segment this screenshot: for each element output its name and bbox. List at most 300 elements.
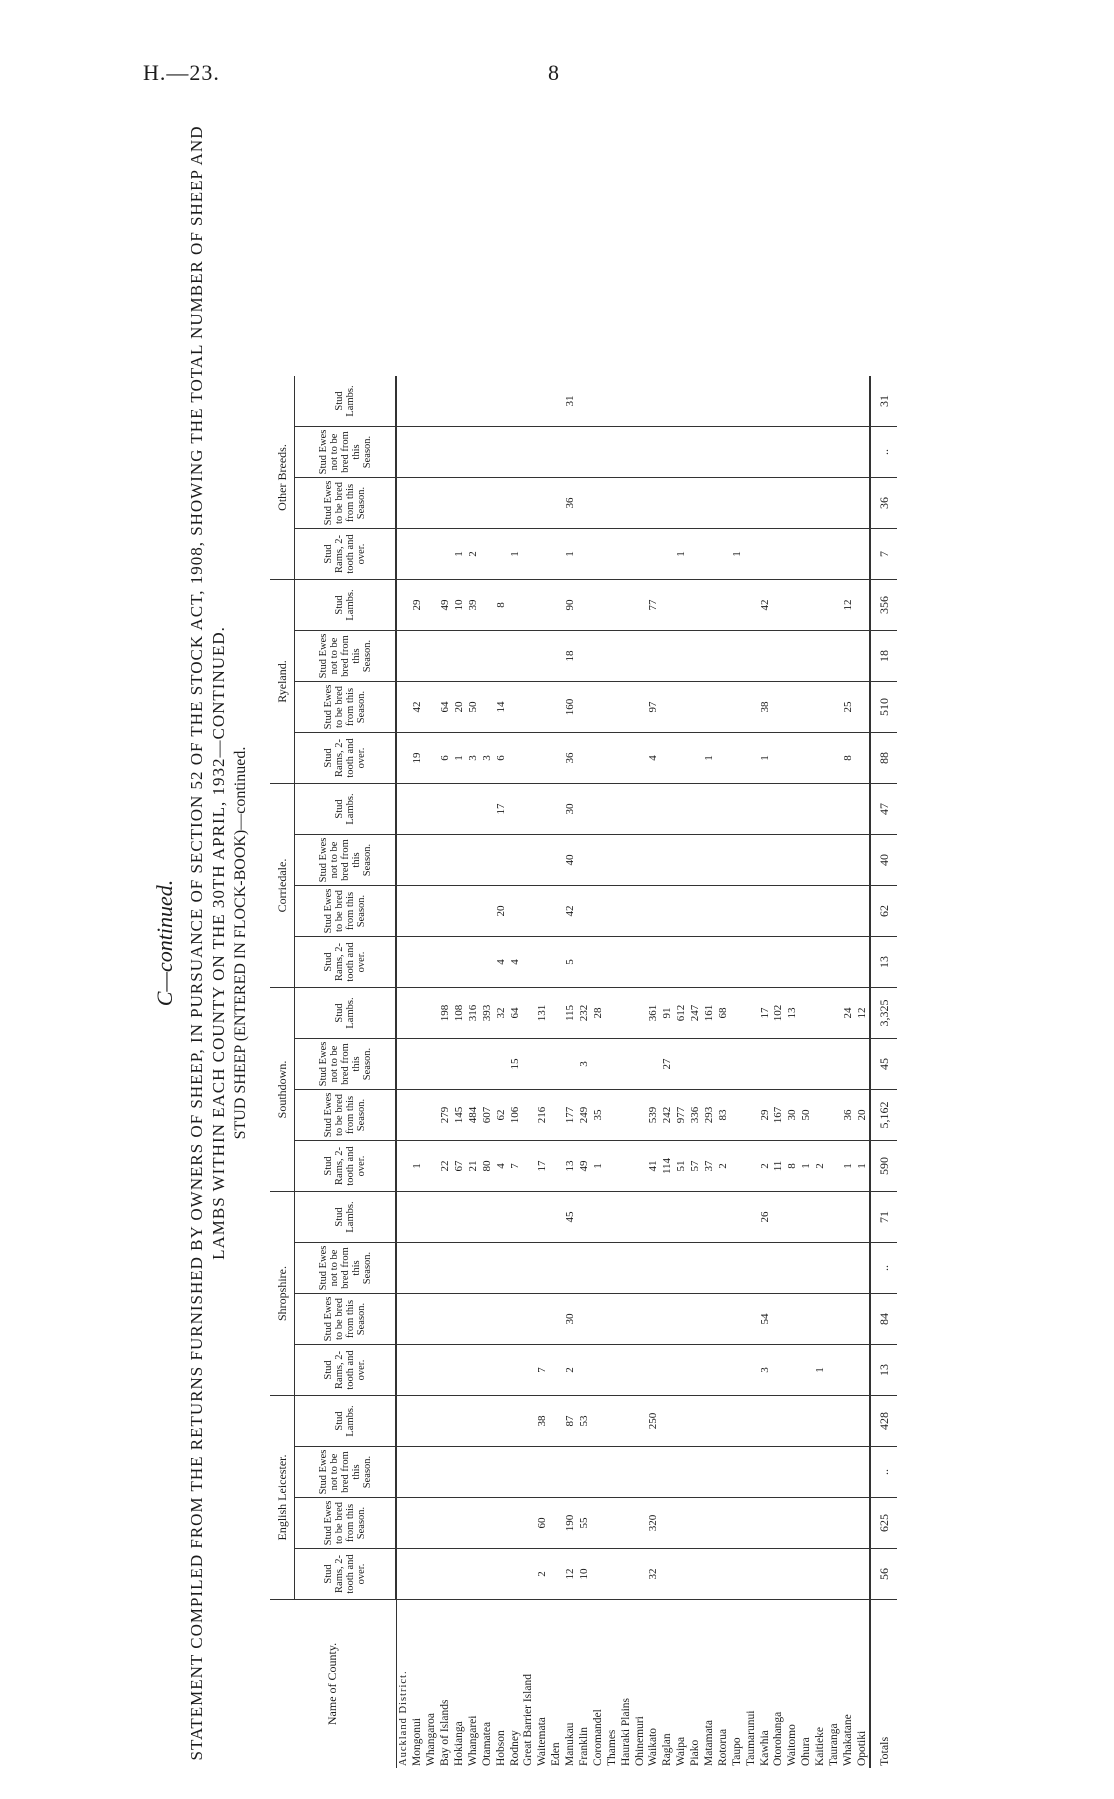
table-cell bbox=[578, 631, 592, 682]
table-cell bbox=[703, 1192, 717, 1243]
table-cell bbox=[647, 1294, 661, 1345]
table-cell: 242 bbox=[661, 1090, 675, 1141]
table-cell: 14 bbox=[494, 682, 508, 733]
table-cell: 32 bbox=[647, 1549, 661, 1600]
county-name-text: Great Barrier Island bbox=[522, 1674, 535, 1766]
table-cell bbox=[744, 937, 758, 988]
table-cell bbox=[661, 1294, 675, 1345]
county-name-text: Rodney bbox=[508, 1730, 521, 1766]
table-cell: 60 bbox=[536, 1498, 550, 1549]
county-name bbox=[855, 1600, 870, 1769]
table-cell bbox=[411, 376, 425, 427]
table-cell bbox=[494, 1243, 508, 1294]
table-cell: 87 bbox=[564, 1396, 578, 1447]
table-cell: 45 bbox=[870, 1039, 897, 1090]
table-cell: 4 bbox=[494, 1141, 508, 1192]
table-cell: 5,162 bbox=[870, 1090, 897, 1141]
district-row bbox=[396, 376, 411, 1768]
table-cell bbox=[689, 1039, 703, 1090]
table-cell bbox=[772, 427, 786, 478]
table-cell bbox=[716, 886, 730, 937]
table-cell bbox=[466, 1294, 480, 1345]
table-cell bbox=[522, 1549, 536, 1600]
table-cell bbox=[396, 784, 411, 835]
table-cell bbox=[536, 631, 550, 682]
table-cell: 4 bbox=[647, 733, 661, 784]
table-cell bbox=[758, 427, 772, 478]
table-cell: 71 bbox=[870, 1192, 897, 1243]
table-cell bbox=[619, 784, 633, 835]
table-cell bbox=[633, 1039, 647, 1090]
table-cell bbox=[675, 886, 689, 937]
table-cell bbox=[411, 631, 425, 682]
table-cell bbox=[661, 835, 675, 886]
table-cell bbox=[675, 1498, 689, 1549]
table-cell bbox=[661, 1447, 675, 1498]
column-header-row bbox=[295, 376, 397, 1768]
table-cell bbox=[480, 1243, 494, 1294]
table-cell bbox=[480, 427, 494, 478]
table-cell bbox=[536, 682, 550, 733]
table-cell bbox=[605, 886, 619, 937]
table-cell bbox=[800, 1396, 814, 1447]
table-cell bbox=[842, 631, 856, 682]
table-cell bbox=[744, 1549, 758, 1600]
table-cell bbox=[536, 529, 550, 580]
table-cell bbox=[814, 1549, 828, 1600]
table-cell bbox=[550, 1090, 564, 1141]
table-cell bbox=[744, 988, 758, 1039]
table-row bbox=[619, 376, 633, 1768]
table-cell bbox=[716, 1243, 730, 1294]
table-cell: 6 bbox=[494, 733, 508, 784]
county-name bbox=[828, 1600, 842, 1769]
table-cell bbox=[800, 1345, 814, 1396]
table-cell bbox=[536, 886, 550, 937]
table-cell: 1 bbox=[703, 733, 717, 784]
table-cell bbox=[466, 886, 480, 937]
table-cell bbox=[453, 784, 467, 835]
table-cell bbox=[605, 682, 619, 733]
table-cell bbox=[814, 631, 828, 682]
table-cell: 977 bbox=[675, 1090, 689, 1141]
table-cell bbox=[396, 937, 411, 988]
table-cell bbox=[466, 784, 480, 835]
table-cell bbox=[453, 835, 467, 886]
table-cell bbox=[730, 427, 744, 478]
table-cell: 1 bbox=[675, 529, 689, 580]
table-cell bbox=[591, 580, 605, 631]
table-cell bbox=[772, 1039, 786, 1090]
table-cell bbox=[522, 529, 536, 580]
table-cell bbox=[814, 835, 828, 886]
table-cell: 29 bbox=[758, 1090, 772, 1141]
column-header: Stud Lambs. bbox=[295, 376, 397, 427]
table-cell bbox=[508, 1345, 522, 1396]
table-cell bbox=[828, 1039, 842, 1090]
table-cell bbox=[730, 1192, 744, 1243]
table-cell bbox=[855, 682, 870, 733]
stud-sheep-table bbox=[270, 376, 897, 1768]
table-row bbox=[772, 376, 786, 1768]
table-row bbox=[564, 376, 578, 1768]
table-row bbox=[536, 376, 550, 1768]
table-cell bbox=[439, 1447, 453, 1498]
table-cell bbox=[605, 376, 619, 427]
table-cell bbox=[772, 1243, 786, 1294]
table-cell bbox=[716, 478, 730, 529]
table-cell bbox=[522, 1039, 536, 1090]
table-cell bbox=[786, 1294, 800, 1345]
table-cell bbox=[842, 1549, 856, 1600]
table-row bbox=[508, 376, 522, 1768]
table-cell: 114 bbox=[661, 1141, 675, 1192]
table-cell: 91 bbox=[661, 988, 675, 1039]
table-row bbox=[855, 376, 870, 1768]
table-cell bbox=[758, 784, 772, 835]
table-cell bbox=[716, 631, 730, 682]
table-cell bbox=[703, 631, 717, 682]
table-cell bbox=[605, 529, 619, 580]
table-cell: 1 bbox=[855, 1141, 870, 1192]
table-cell bbox=[522, 427, 536, 478]
table-cell: 17 bbox=[494, 784, 508, 835]
table-cell bbox=[633, 886, 647, 937]
table-cell bbox=[689, 478, 703, 529]
table-cell: 3 bbox=[466, 733, 480, 784]
table-cell bbox=[703, 1243, 717, 1294]
table-cell bbox=[425, 427, 439, 478]
table-cell: 36 bbox=[870, 478, 897, 529]
table-cell bbox=[675, 478, 689, 529]
table-cell bbox=[772, 886, 786, 937]
table-cell bbox=[453, 1345, 467, 1396]
table-cell bbox=[425, 1345, 439, 1396]
table-cell bbox=[633, 1396, 647, 1447]
table-cell bbox=[633, 1498, 647, 1549]
table-cell bbox=[578, 376, 592, 427]
table-cell bbox=[578, 733, 592, 784]
table-cell bbox=[661, 1345, 675, 1396]
table-cell bbox=[744, 733, 758, 784]
county-name-text: Matamata bbox=[703, 1720, 716, 1766]
table-cell bbox=[633, 1549, 647, 1600]
table-cell bbox=[522, 1294, 536, 1345]
table-cell bbox=[411, 529, 425, 580]
column-header: Stud Rams, 2-tooth and over. bbox=[295, 1345, 397, 1396]
table-cell bbox=[550, 427, 564, 478]
table-cell bbox=[536, 835, 550, 886]
table-cell: 7 bbox=[508, 1141, 522, 1192]
table-cell bbox=[396, 1141, 411, 1192]
table-cell bbox=[480, 376, 494, 427]
table-cell bbox=[522, 1090, 536, 1141]
table-cell bbox=[730, 682, 744, 733]
table-cell bbox=[605, 1090, 619, 1141]
table-cell bbox=[536, 376, 550, 427]
table-cell bbox=[730, 733, 744, 784]
table-cell bbox=[633, 1447, 647, 1498]
table-cell bbox=[828, 1090, 842, 1141]
table-cell bbox=[439, 1294, 453, 1345]
table-cell bbox=[591, 733, 605, 784]
county-name bbox=[591, 1600, 605, 1769]
column-header: Stud Ewes not to be bred from this Season. bbox=[295, 1447, 397, 1498]
table-cell bbox=[689, 376, 703, 427]
table-cell: 37 bbox=[703, 1141, 717, 1192]
county-name bbox=[744, 1600, 758, 1769]
table-cell bbox=[536, 733, 550, 784]
table-cell bbox=[508, 1294, 522, 1345]
table-cell bbox=[619, 478, 633, 529]
table-cell bbox=[675, 631, 689, 682]
table-cell bbox=[744, 1345, 758, 1396]
table-cell: 108 bbox=[453, 988, 467, 1039]
table-cell bbox=[591, 1294, 605, 1345]
table-cell bbox=[661, 1549, 675, 1600]
table-cell bbox=[744, 1498, 758, 1549]
table-cell bbox=[619, 1345, 633, 1396]
table-cell: 30 bbox=[564, 784, 578, 835]
table-cell bbox=[661, 631, 675, 682]
table-cell bbox=[578, 1447, 592, 1498]
table-cell: 64 bbox=[439, 682, 453, 733]
table-cell bbox=[703, 886, 717, 937]
table-cell bbox=[730, 1345, 744, 1396]
table-cell bbox=[855, 1039, 870, 1090]
table-cell bbox=[800, 784, 814, 835]
table-cell bbox=[550, 376, 564, 427]
table-cell bbox=[411, 1345, 425, 1396]
table-cell bbox=[480, 1396, 494, 1447]
table-cell bbox=[425, 733, 439, 784]
table-cell: 361 bbox=[647, 988, 661, 1039]
table-cell bbox=[786, 1549, 800, 1600]
table-cell bbox=[480, 1498, 494, 1549]
table-cell bbox=[508, 733, 522, 784]
table-cell bbox=[828, 784, 842, 835]
table-cell bbox=[828, 1447, 842, 1498]
county-name bbox=[703, 1600, 717, 1769]
table-cell bbox=[396, 1294, 411, 1345]
table-cell bbox=[425, 529, 439, 580]
table-cell bbox=[453, 1498, 467, 1549]
table-cell bbox=[855, 1345, 870, 1396]
table-cell bbox=[744, 682, 758, 733]
table-cell bbox=[605, 1243, 619, 1294]
table-cell bbox=[439, 529, 453, 580]
table-cell: 5 bbox=[564, 937, 578, 988]
table-cell bbox=[689, 835, 703, 886]
table-cell: 3 bbox=[578, 1039, 592, 1090]
table-cell bbox=[439, 427, 453, 478]
table-cell bbox=[855, 784, 870, 835]
column-header: Stud Rams, 2-tooth and over. bbox=[295, 1549, 397, 1600]
table-cell: 20 bbox=[494, 886, 508, 937]
table-cell bbox=[814, 1192, 828, 1243]
table-cell bbox=[786, 478, 800, 529]
table-cell bbox=[814, 1447, 828, 1498]
table-cell bbox=[855, 478, 870, 529]
table-cell: 1 bbox=[800, 1141, 814, 1192]
table-cell: 50 bbox=[466, 682, 480, 733]
table-cell bbox=[522, 478, 536, 529]
table-cell bbox=[605, 1141, 619, 1192]
table-cell bbox=[425, 478, 439, 529]
table-cell bbox=[466, 1243, 480, 1294]
county-name bbox=[675, 1600, 689, 1769]
table-cell bbox=[633, 988, 647, 1039]
table-cell bbox=[619, 376, 633, 427]
table-cell bbox=[744, 1090, 758, 1141]
table-cell bbox=[758, 376, 772, 427]
table-cell bbox=[855, 631, 870, 682]
table-cell bbox=[675, 937, 689, 988]
table-cell bbox=[828, 529, 842, 580]
table-row bbox=[689, 376, 703, 1768]
table-cell bbox=[786, 529, 800, 580]
table-cell bbox=[425, 784, 439, 835]
table-cell bbox=[619, 1141, 633, 1192]
table-row bbox=[425, 376, 439, 1768]
table-cell bbox=[647, 529, 661, 580]
table-cell bbox=[716, 376, 730, 427]
table-cell bbox=[842, 529, 856, 580]
table-cell bbox=[772, 1396, 786, 1447]
table-cell: 316 bbox=[466, 988, 480, 1039]
county-name-text: Waitomo bbox=[786, 1724, 799, 1766]
table-cell bbox=[855, 529, 870, 580]
table-cell bbox=[661, 529, 675, 580]
county-name bbox=[689, 1600, 703, 1769]
table-cell: 320 bbox=[647, 1498, 661, 1549]
table-cell bbox=[396, 682, 411, 733]
table-cell bbox=[744, 478, 758, 529]
breed-header: Ryeland. bbox=[270, 580, 295, 784]
table-cell bbox=[744, 376, 758, 427]
table-cell bbox=[730, 580, 744, 631]
column-header: Stud Lambs. bbox=[295, 1192, 397, 1243]
table-cell bbox=[453, 1243, 467, 1294]
table-cell bbox=[758, 1549, 772, 1600]
table-row bbox=[828, 376, 842, 1768]
table-cell: 30 bbox=[786, 1090, 800, 1141]
county-name-text: Franklin bbox=[578, 1727, 591, 1766]
table-cell bbox=[633, 682, 647, 733]
table-cell bbox=[550, 988, 564, 1039]
table-cell bbox=[619, 835, 633, 886]
column-header: Stud Rams, 2-tooth and over. bbox=[295, 529, 397, 580]
table-cell bbox=[591, 835, 605, 886]
county-name-text: Waitemata bbox=[536, 1717, 549, 1766]
table-cell bbox=[730, 631, 744, 682]
table-cell bbox=[396, 1549, 411, 1600]
table-cell bbox=[703, 580, 717, 631]
table-cell bbox=[814, 427, 828, 478]
table-cell bbox=[730, 1498, 744, 1549]
county-name bbox=[619, 1600, 633, 1769]
table-cell: 12 bbox=[855, 988, 870, 1039]
table-cell bbox=[439, 886, 453, 937]
table-cell bbox=[466, 937, 480, 988]
page-reference: H.—23. bbox=[143, 60, 220, 85]
table-cell bbox=[744, 1447, 758, 1498]
table-cell bbox=[605, 478, 619, 529]
table-cell bbox=[578, 1243, 592, 1294]
table-cell bbox=[591, 376, 605, 427]
county-name-text: Ohura bbox=[800, 1737, 813, 1766]
table-cell bbox=[411, 1039, 425, 1090]
table-cell bbox=[411, 427, 425, 478]
breed-header-row bbox=[270, 376, 295, 1768]
table-cell bbox=[703, 529, 717, 580]
table-cell bbox=[855, 1447, 870, 1498]
table-cell bbox=[828, 733, 842, 784]
table-cell bbox=[550, 1549, 564, 1600]
table-cell bbox=[744, 427, 758, 478]
table-row bbox=[758, 376, 772, 1768]
county-name bbox=[758, 1600, 772, 1769]
table-cell bbox=[855, 886, 870, 937]
table-row bbox=[661, 376, 675, 1768]
table-cell bbox=[786, 580, 800, 631]
table-row bbox=[605, 376, 619, 1768]
county-name-text: Hauraki Plains bbox=[619, 1697, 632, 1766]
table-cell bbox=[508, 376, 522, 427]
table-cell: 24 bbox=[842, 988, 856, 1039]
table-cell bbox=[730, 1549, 744, 1600]
table-cell bbox=[689, 1243, 703, 1294]
table-cell bbox=[814, 988, 828, 1039]
table-cell bbox=[647, 1192, 661, 1243]
table-cell bbox=[703, 1039, 717, 1090]
table-cell bbox=[716, 1549, 730, 1600]
county-name bbox=[647, 1600, 661, 1769]
table-cell bbox=[661, 784, 675, 835]
table-cell bbox=[800, 580, 814, 631]
table-cell bbox=[842, 784, 856, 835]
table-cell bbox=[619, 1294, 633, 1345]
table-cell bbox=[661, 733, 675, 784]
table-cell bbox=[522, 1243, 536, 1294]
table-cell bbox=[396, 631, 411, 682]
county-column-header: Name of County. bbox=[270, 1600, 396, 1769]
table-cell bbox=[758, 529, 772, 580]
table-cell: 77 bbox=[647, 580, 661, 631]
table-cell bbox=[480, 1294, 494, 1345]
table-cell: 484 bbox=[466, 1090, 480, 1141]
table-cell bbox=[494, 1294, 508, 1345]
county-name bbox=[786, 1600, 800, 1769]
table-cell bbox=[744, 1192, 758, 1243]
table-cell bbox=[800, 1447, 814, 1498]
table-cell bbox=[814, 1090, 828, 1141]
table-cell bbox=[661, 886, 675, 937]
table-cell bbox=[411, 1549, 425, 1600]
column-header: Stud Lambs. bbox=[295, 988, 397, 1039]
table-cell bbox=[800, 1294, 814, 1345]
table-cell: 29 bbox=[411, 580, 425, 631]
table-cell bbox=[633, 937, 647, 988]
table-cell: 247 bbox=[689, 988, 703, 1039]
table-cell bbox=[522, 733, 536, 784]
table-cell bbox=[564, 1243, 578, 1294]
table-cell bbox=[550, 682, 564, 733]
table-cell bbox=[439, 478, 453, 529]
table-cell bbox=[647, 1345, 661, 1396]
table-cell bbox=[703, 1498, 717, 1549]
table-cell bbox=[550, 835, 564, 886]
